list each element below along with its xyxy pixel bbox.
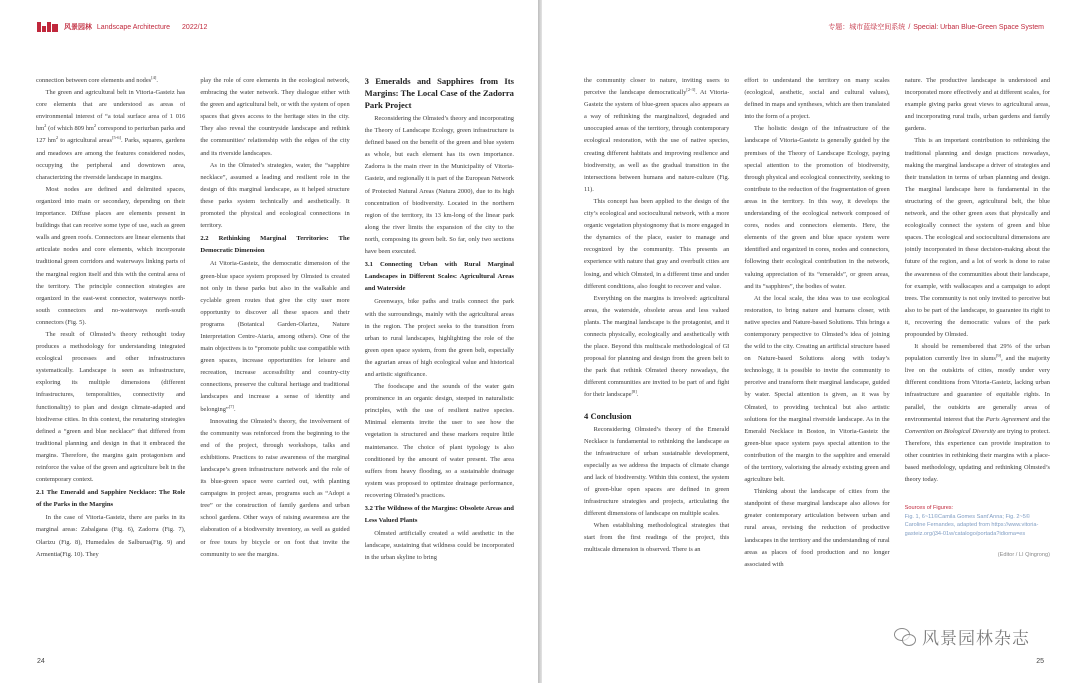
journal-brand: 风景园林 <box>63 24 92 31</box>
paragraph: When establishing methodological strategies that start from the first readings of the project, this multiscale dimension is observed. There is an <box>584 522 730 554</box>
section-heading-4: 4 Conclusion <box>584 410 632 421</box>
right-column-3 <box>905 75 1050 643</box>
journal-title: Landscape Architecture <box>96 24 171 31</box>
paragraph: Reconsidering Olmsted’s theory of the Emerald Necklace is fundamental to rethinking the landscape as the infrastructure of urban sustainable development, especially as we address the impacts of climate change and lack of biodiversity. Within this context, the system of green-blue open spaces are defined in green infrastructure strategies and projects, articulating the different dimensions of landscape on multiple scales. <box>584 425 730 518</box>
paragraph: the community closer to nature, inviting users to perceive the landscape democratically[2-3]. At Vitoria-Gasteiz the system of blue-green spaces also appears as a way of rethinking the marginalized, degraded and unoccupied areas of the territory, through contemporary ecological restoration, with the use of native species, creating different habitats and improving resilience and biodiversity, as well as the gradual transition in the intersections between humans and nature-culture (Fig. 11). <box>584 77 730 193</box>
left-column-2 <box>200 75 349 643</box>
right-page-number: 25 <box>1036 658 1044 665</box>
left-columns <box>36 75 514 643</box>
paragraph: The green and agricultural belt in Vitoria-Gasteiz has core elements that are understood as areas of environmental interest of “a total surface area of 1 016 $hm^2$ (of which 809 $hm^2$ correspond to periurban parks and 127 $hm^2$ to agricultural areas[5-6]. Parks, squares, gardens and meadows are among the features considered nodes, occupying the peripheral and downtown area, characterizing the riverside landscape in margins. <box>36 89 186 181</box>
topic-cn: 专题：城市蓝绿空间系统 <box>828 24 906 31</box>
paragraph: nature. The productive landscape is understood and incorporated more effectively and at different scales, for example giving parks great views to agricultural areas, and incorporating rural trails, urban gardens and family gardens. <box>904 77 1050 133</box>
right-columns <box>584 75 1050 643</box>
right-running-header <box>828 22 1044 32</box>
journal-issue: 2022/12 <box>182 24 208 31</box>
section-heading-3-1: 3.1 Connecting Urban with Rural Marginal Landscapes in Different Scales: Agricultural Areas and Waterside <box>364 261 514 293</box>
paragraph: As in the Olmsted’s strategies, water, the “sapphire necklace”, assumed a leading and resilient role in the design of this marginal landscape, as it helped structure these parks system technically and aesthetically. It promoted the physical and ecological connections in territory. <box>200 161 350 230</box>
paragraph: play the role of core elements in the ecological network, embracing the water network. They dialogue either with the green and agricultural belt, or with the system of open spaces that gives access to the heritage sites in the city. They also reveal the countryside landscape and rethink the communities’ relationship with the edges of the city and its riverside landscapes. <box>200 77 350 157</box>
paragraph: The holistic design of the infrastructure of the landscape of Vitoria-Gasteiz is generally guided by the premises of the Theory of Landscape Ecology, paying special attention to the promotion of biodiversity, through physical and ecological connectivity, seeking to contribute to the reduction of the fragmentation of green areas in the territory. In this way, it develops the understanding of the ecological network composed of cores, nodes and connectors elements. Here, the elements of the green and blue space system were identified and organized in cores, nodes and connectors, following their ecological contribution in the network, valuing appreciation of its “emeralds”, or green areas, and its “sapphires”, the bodies of water. <box>744 125 890 290</box>
paragraph: Reconsidering the Olmsted’s theory and incorporating the Theory of Landscape Ecology, green infrastructure is defined based on the benefit of the green and blue system as whole, but each element has its own importance. Zadorra is the main river in the Municipality of Vitoria-Gasteiz, and regionally it is part of the European Network of Protected Natural Areas (Natura 2000), due to its high concentration of biodiversity. Located in the northern region of the territory, its 13 km-long of the linear park along the river limits the expansion of the city to the north, composing its green belt. So far, only two sections have been executed. <box>364 115 514 256</box>
paragraph: At the local scale, the idea was to use ecological restoration, to bring nature and humans closer, with native species and Nature-based Solutions. This brings a contemporary perspective to Olmsted’s idea of joining the wild to the city. Creating an artificial structure based on Nature-based Solutions along with today’s technology, it is possible to invite the community to perceive and transform their marginal landscape, guided by water. Special attention is given, as it was by Olmsted, to providing technical but also artistic solutions for the marginal riverside landscape. As in the Emerald Necklace in Boston, in Vitoria-Gasteiz the green-blue space system pays special attention to the contribution of the margin to the sapphire and emerald of the territory, valorising the already existing green and agriculture belt. <box>744 294 890 484</box>
paragraph: The foodscape and the sounds of the water gain prominence in an organic design, steeped in naturalistic principles, with the use of resilient native species. Minimal elements invite the user to see how the vegetation is structured and these markers require little maintenance. The choice of plant typology is also conditioned by the amount of water present. The area suffers from heavy flooding, so a sustainable drainage system was proposed to optimize drainage performance, recovering Olmsted’s practices. <box>364 383 514 499</box>
paragraph: Olmsted artificially created a wild aesthetic in the landscape, sustaining that wildness could be incorporated in the urban skyline to bring <box>364 530 514 562</box>
journal-logo-icon <box>37 22 59 32</box>
paragraph: Innovating the Olmsted’s theory, the involvement of the community was reinforced from the beginning to the end of the project, through workshops, talks and exhibitions. Practices to raise awareness of the marginal landscape’s green infrastructure network and the role of its blue-green space were carried out, with planting campaigns in project areas, programs such as “Adopt a tree” or the construction of family gardens and urban school gardens. Other ways of raising awareness are the elaboration of a biodiversity inventory, as well as guided or free tours by bicycle or on foot that invite the community to see the margins. <box>200 417 350 558</box>
left-page <box>0 0 538 683</box>
paragraph: This concept has been applied to the design of the city’s ecological and sociocultural network, with a more organic vegetation physiognomy that is more engaged in the dynamics of the place, easier to manage and recognized by the community. This presents an experience with nature that gray and overbuilt cities are losing, and which Olmsted, in a different time and under different conditions, also fought to recover and value. <box>584 197 730 290</box>
watermark <box>894 624 1030 649</box>
paragraph: This is an important contribution to rethinking the traditional planning and design practices nowadays, making the marginal landscape a driver of strategies and their translation in terms of urban planning and design. The marginal landscape here is fundamental in the structuring of the green, agricultural belt, the blue network, and the other green axes that physically and ecologically connect the system of green and blue spaces. The ecological and sociocultural dimensions are jointly incorporated in these decision-making about the future of the region, and a lot of work is done to raise the awareness of the communities about their landscape, for example, with walkscapes and a campaign to adopt trees. The community is not only invited to perceive but also to be part of the landscape, to guarantee its right to it, recovering the democratic values of the park propounded by Olmsted. <box>904 137 1050 338</box>
header-separator: / <box>908 24 911 31</box>
paragraph: Thinking about the landscape of cities from the standpoint of these marginal landscape also allows for greater contemporary articulation between urban and rural areas, revising the reduction of productive landscapes in the territory and the understanding of rural areas as places of food production and no longer associated with <box>744 488 890 568</box>
right-page <box>542 0 1080 683</box>
left-page-number: 24 <box>37 658 45 665</box>
paragraph: Everything on the margins is involved: agricultural areas, the waterside, obsolete areas and less valued plants. The marginal landscape is the protagonist, and it connects physically, ecologically and aesthetically with the place. Beyond this multiscale methodological of GI proposal for planning and design from the green belt to the park that rethink Olmsted theory nowadays, the different communities are invited to be part of and fight for their landscape[8]. <box>584 294 730 399</box>
paragraph: At Vitoria-Gasteiz, the democratic dimension of the green-blue space system proposed by Olmsted is created not only in these parks but also in the walkable and cyclable green routes that give the city user more opportunity to discover all these spaces and their programs (Botanical Garden-Olarizu, Nature Interpretation Centre-Ataria, among others). One of the main objectives is to “promote public use compatible with green spaces, increase opportunities for leisure and recreation, increase accessibility and country-city connections, preserve the cultural heritage and traditional landscapes and increase a sense of identity and belonging”[7]. <box>200 260 350 413</box>
figure-sources <box>905 504 1050 538</box>
section-heading-3-2: 3.2 The Wildness of the Margins: Obsolete Areas and Less Valued Plants <box>364 505 514 525</box>
section-heading-2-2: 2.2 Rethinking Marginal Territories: The Democratic Dimension <box>200 235 350 255</box>
watermark-text: 风景园林杂志 <box>922 629 1030 649</box>
sources-title: Sources of Figures: <box>904 505 954 512</box>
paragraph: connection between core elements and nodes[4]. <box>36 75 159 84</box>
section-heading-3: 3 Emeralds and Sapphires from Its Margins: The Local Case of the Zadorra Park Project <box>364 76 514 110</box>
left-column-3 <box>365 75 514 643</box>
wechat-icon <box>894 628 916 646</box>
left-running-header <box>37 22 207 32</box>
topic-en: Special: Urban Blue-Green Space System <box>913 24 1044 31</box>
right-column-1 <box>584 75 729 643</box>
paragraph: Most nodes are defined and delimited spaces, organized into main or secondary, depending on their importance. Diffuse places are elements present in buildings that can receive some type of use, such as green walls and green roofs. Connectors are linear elements that articulate nodes and core elements, which incorporate traditional green corridors and waterways linking parts of the marginal region itself and this with the central area of the territory. The principle connection strategies are organized in the east-west connector, waterways north-south connectors and no-waterways north-south connectors (Fig. 5). <box>36 185 186 326</box>
paragraph: Greenways, bike paths and trails connect the park with the surroundings, mainly with the agricultural areas in the region. The project seeks to the transition from urban to rural landscapes, highlighting the role of the green open space system, from the green belt, especially the agrarian areas of high ecological value and historical and artistic significance. <box>364 298 514 378</box>
right-column-2 <box>744 75 889 643</box>
paragraph: effort to understand the territory on many scales (ecological, aesthetic, social and cultural values), defined in maps and syntheses, which are then translated into the form of a project. <box>744 77 890 121</box>
section-heading-2-1: 2.1 The Emerald and Sapphire Necklace: The Role of the Parks in the Margins <box>36 489 186 509</box>
paragraph: It should be remembered that 29% of the urban population currently live in slums[9], and the majority live on the outskirts of cities, mostly under very different conditions from Vitoria-Gasteiz, lacking urban infrastructure and guarantee of equitable rights. In parallel, the outskirts are generally areas of environmental interest that the Paris Agreement and the Convention on Biological Diversity are trying to protect. Therefore, this experience can provide inspiration to other countries in rethinking their margins with a place-based methodology, updating and rethinking Olmsted’s theory today. <box>904 343 1050 484</box>
paragraph: The result of Olmsted’s theory rethought today produces a methodology for understanding integrated ecological processes and other infrastructures systematically. Landscape is seen as infrastructure, exploring its multiple dimensions (different infrastructures, temporalities, connectivity and functionality) to plan and design climate-adapted and biodiverse cities. In this context, the renaturing strategies defined a “green and blue necklace” that differed from traditional planning and design in that it embraced the margins. Therefore, the margins gain protagonism and reinforce the value of the green and agriculture belt in the contemporary context. <box>36 330 186 484</box>
editor-credit: (Editor / LI Qingrong) <box>997 551 1050 558</box>
sources-text: Fig. 1, 6~11©Camila Gomes Sant’Anna; Fig. 2~5© Caroline Fernandes, adapted from https://www.vitoria-gasteiz.org/j34-01w/catalogo/portada?idioma=es <box>904 513 1039 537</box>
left-column-1 <box>36 75 185 643</box>
paragraph: In the case of Vitoria-Gasteiz, there are parks in its marginal areas: Zabalgana (Fig. 6), Zadorra (Fig. 7), Olarizu (Fig. 8), Humedales de Salburua(Fig. 9) and Armentia(Fig. 10). They <box>36 514 186 558</box>
